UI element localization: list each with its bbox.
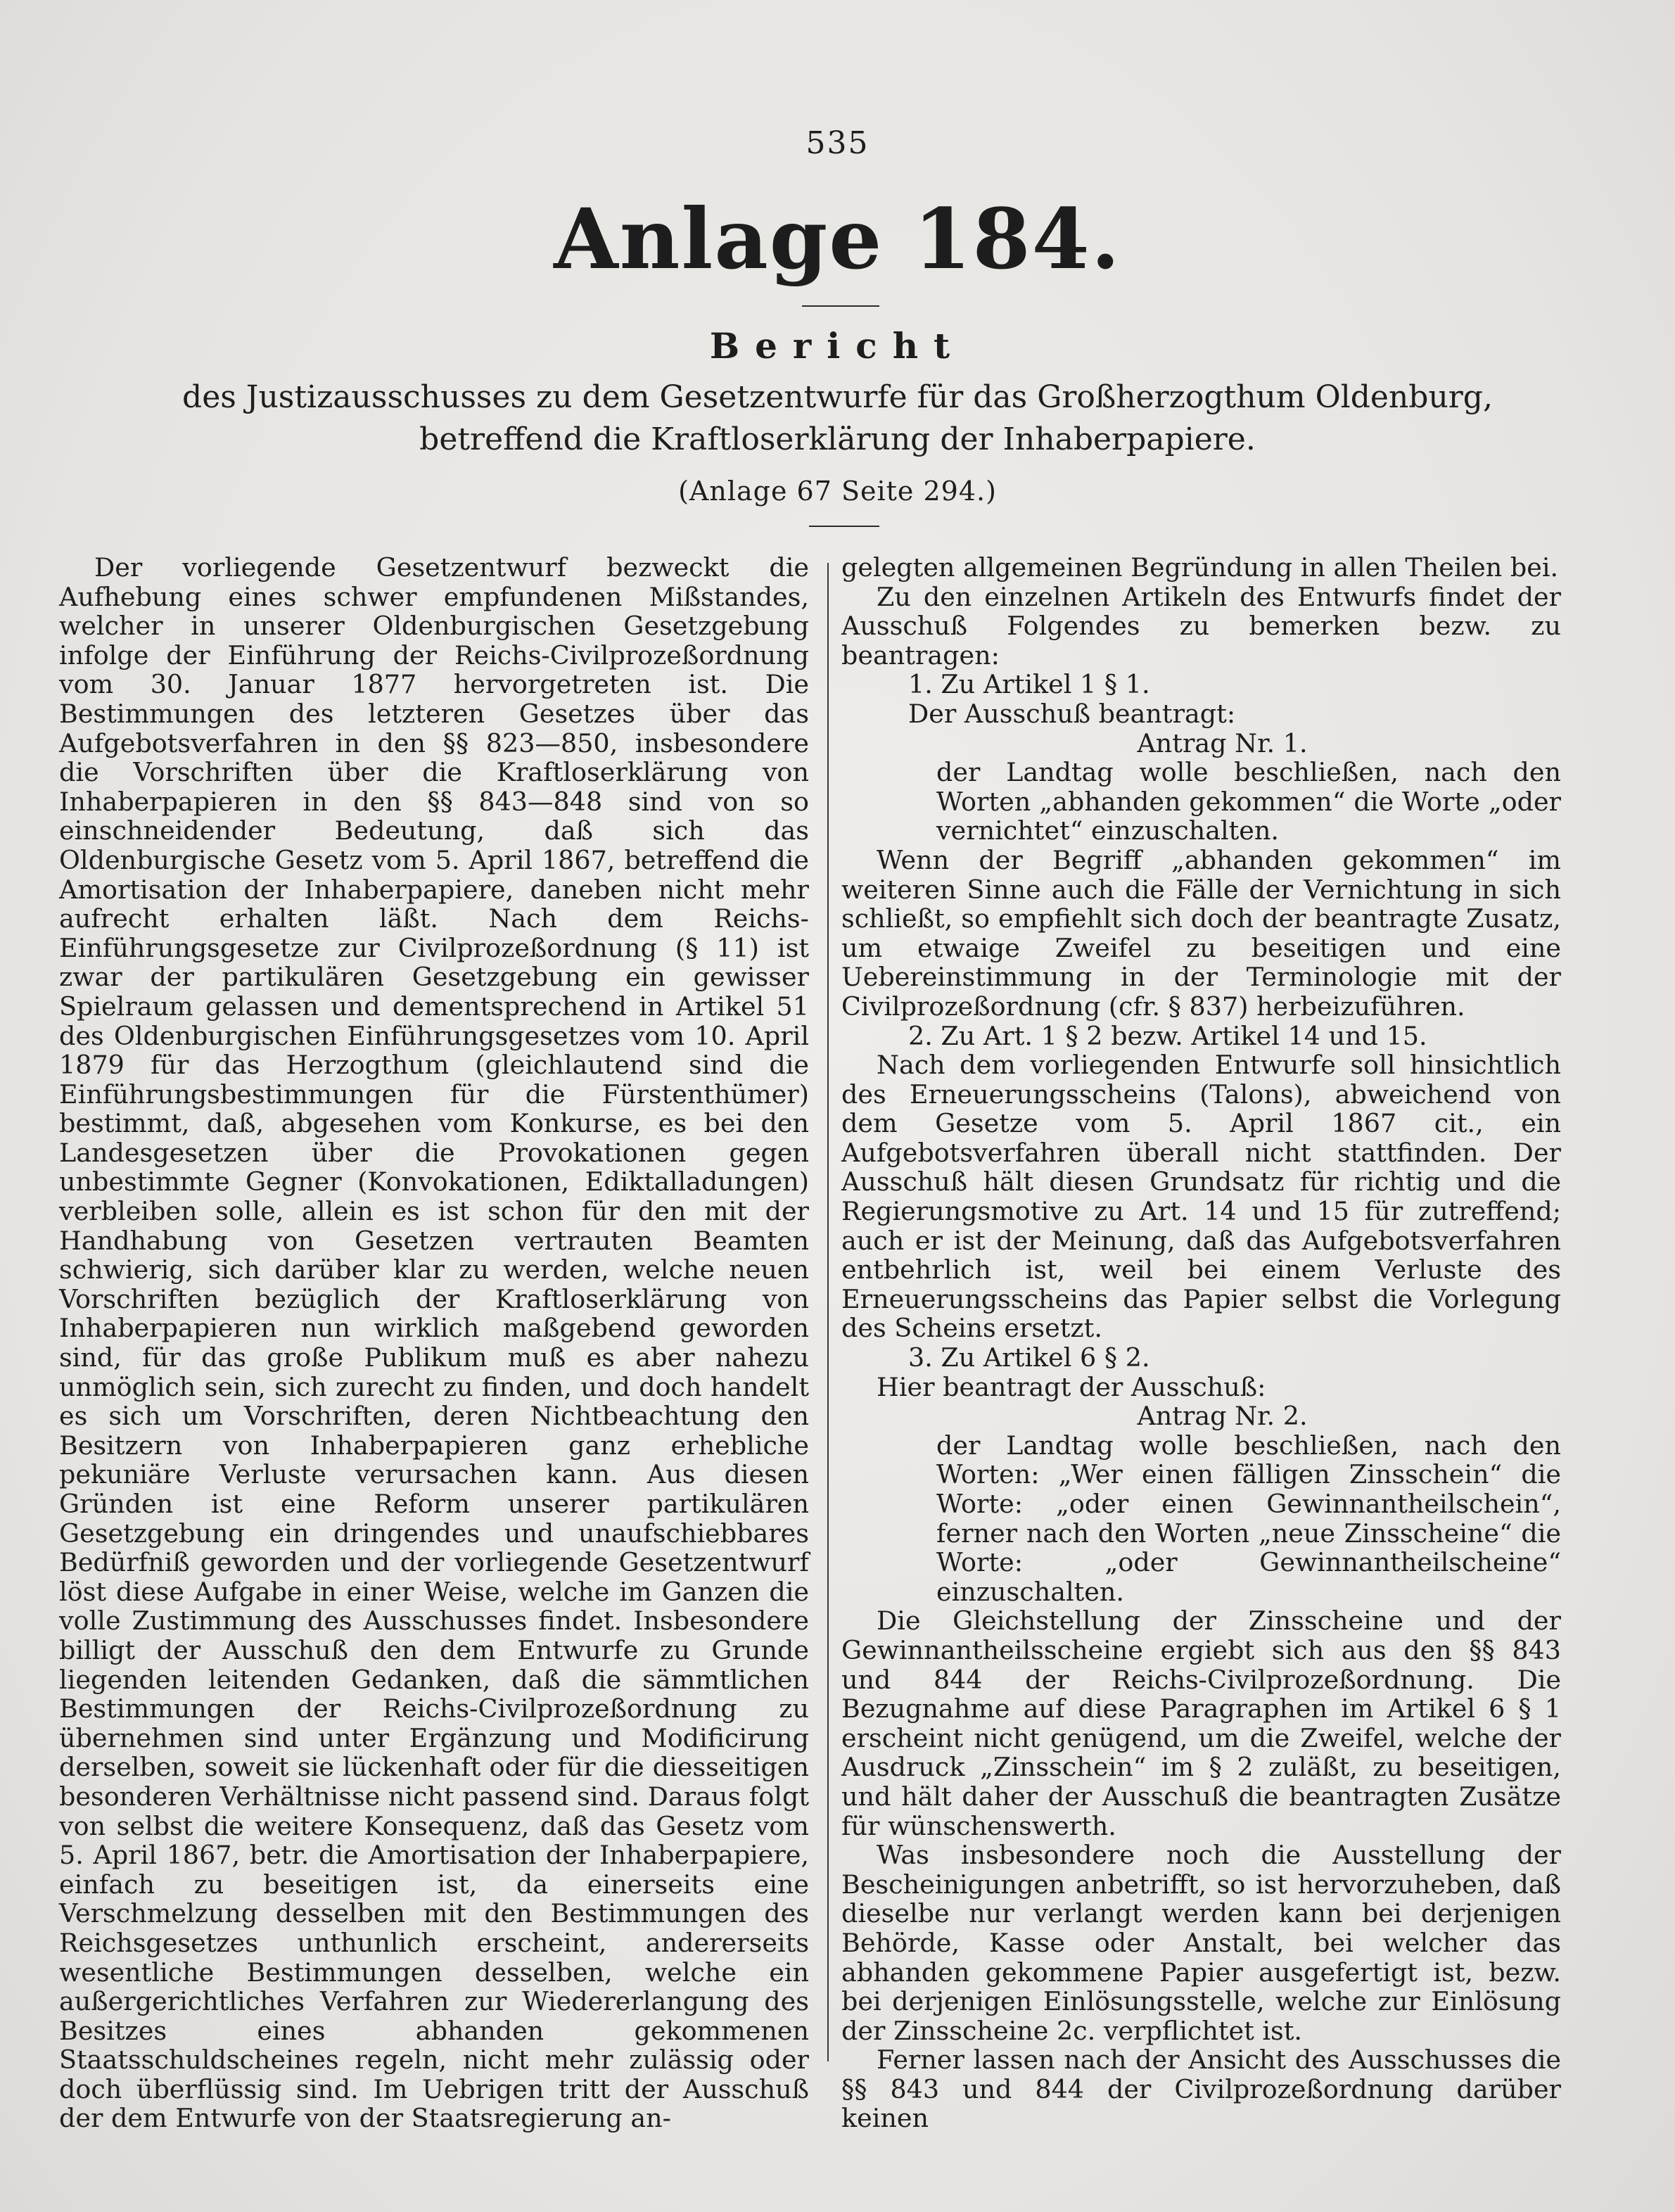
page-title: Anlage 184.	[554, 190, 1121, 288]
right-paragraph: 1. Zu Artikel 1 § 1.	[908, 669, 1150, 700]
right-paragraph: Hier beantragt der Ausschuß:	[877, 1371, 1266, 1402]
right-paragraph: Die Gleichstellung der Zinsscheine und der Gewinnantheilsscheine ergiebt sich aus den §§ 843 und 844 der Reichs-Civilprozeßordnung. Die Bezugnahme auf diese Paragraphen im Artikel 6 § 1 erscheint nicht genügend, um die Zweifel, welche der Ausdruck „Zinsschein“ im § 2 zuläßt, zu beseitigen, und hält daher der Ausschuß die beantragten Zusätze für wünschenswerth.	[841, 1606, 1561, 1841]
column-divider	[827, 563, 829, 2061]
right-paragraph: Der Ausschuß beantragt:	[908, 698, 1236, 729]
right-paragraph: Ferner lassen nach der Ansicht des Ausschusses die §§ 843 und 844 der Civilprozeßordnung darüber keinen	[841, 2045, 1561, 2134]
right-paragraph: der Landtag wolle beschließen, nach den Worten „abhanden gekommen“ die Worte „oder vernichtet“ einzuschalten.	[936, 757, 1561, 846]
report-heading: Bericht	[709, 325, 966, 367]
page-number: 535	[805, 125, 870, 161]
left-paragraph: Der vorliegende Gesetzentwurf bezweckt die Aufhebung eines schwer empfundenen Mißstandes, welcher in unserer Oldenburgischen Gesetzgebung infolge der Einführung der Reichs-Civilprozeßordnung vom 30. Januar 1877 hervorgetreten ist. Die Bestimmungen des letzteren Gesetzes über das Aufgebotsverfahren in den §§ 823—850, insbesondere die Vorschriften über die Kraftloserklärung von Inhaberpapieren in den §§ 843—848 sind von so einschneidender Bedeutung, daß sich das Oldenburgische Gesetz vom 5. April 1867, betreffend die Amortisation der Inhaberpapiere, daneben nicht mehr aufrecht erhalten läßt. Nach dem Reichs-Einführungsgesetze zur Civilprozeßordnung (§ 11) ist zwar der partikulären Gesetzgebung ein gewisser Spielraum gelassen und dementsprechend in Artikel 51 des Oldenburgischen Einführungsgesetzes vom 10. April 1879 für das Herzogthum (gleichlautend sind die Einführungsbestimmungen für die Fürstenthümer) bestimmt, daß, abgesehen vom Konkurse, es bei den Landesgesetzen über die Provokationen gegen unbestimmte Gegner (Konvokationen, Ediktalladungen) verbleiben solle, allein es ist schon für den mit der Handhabung von Gesetzen vertrauten Beamten schwierig, sich darüber klar zu werden, welche neuen Vorschriften bezüglich der Kraftloserklärung von Inhaberpapieren nun wirklich maßgebend geworden sind, für das große Publikum muß es aber nahezu unmöglich sein, sich zurecht zu finden, und doch handelt es sich um Vorschriften, deren Nichtbeachtung den Besitzern von Inhaberpapieren ganz erhebliche pekuniäre Verluste verursachen kann. Aus diesen Gründen ist eine Reform unserer partikulären Gesetzgebung ein dringendes und unaufschiebbares Bedürfniß geworden und der vorliegende Gesetzentwurf löst diese Aufgabe in einer Weise, welche im Ganzen die volle Zustimmung des Ausschusses findet. Insbesondere billigt der Ausschuß den dem Entwurfe zu Grunde liegenden leitenden Gedanken, daß die sämmtlichen Bestimmungen der Reichs-Civilprozeßordnung zu übernehmen sind unter Ergänzung und Modificirung derselben, soweit sie lückenhaft oder für die diesseitigen besonderen Verhältnisse nicht passend sind. Daraus folgt von selbst die weitere Konsequenz, daß das Gesetz vom 5. April 1867, betr. die Amortisation der Inhaberpapiere, einfach zu beseitigen ist, da einerseits eine Verschmelzung desselben mit den Bestimmungen des Reichsgesetzes unthunlich erscheint, andererseits wesentliche Bestimmungen desselben, welche ein außergerichtliches Verfahren zur Wiedererlangung des Besitzes eines abhanden gekommenen Staatsschuldscheines regeln, nicht mehr zulässig oder doch überflüssig sind. Im Uebrigen tritt der Ausschuß der dem Entwurfe von der Staatsregierung an-	[59, 552, 809, 2134]
right-paragraph: Antrag Nr. 1.	[1137, 727, 1308, 758]
right-paragraph: Nach dem vorliegenden Entwurfe soll hinsichtlich des Erneuerungsscheins (Talons), abweichend von dem Gesetze vom 5. April 1867 cit., ein Aufgebotsverfahren überall nicht stattfinden. Der Ausschuß hält diesen Grundsatz für richtig und die Regierungsmotive zu Art. 14 und 15 für zutreffend; auch er ist der Meinung, daß das Aufgebotsverfahren entbehrlich ist, weil bei einem Verluste des Erneuerungsscheins das Papier selbst die Vorlegung des Scheins ersetzt.	[841, 1050, 1561, 1344]
right-paragraph: 2. Zu Art. 1 § 2 bezw. Artikel 14 und 15.	[908, 1020, 1427, 1051]
right-column	[841, 553, 1561, 2133]
header-rule	[809, 526, 879, 527]
report-subtitle: des Justizausschusses zu dem Gesetzentwurfe für das Großherzogthum Oldenburg, betreffend die Kraftloserklärung der Inhaberpapiere.	[182, 379, 1493, 457]
right-paragraph: Wenn der Begriff „abhanden gekommen“ im weiteren Sinne auch die Fälle der Vernichtung in sich schließt, so empfiehlt sich doch der beantragte Zusatz, um etwaige Zweifel zu beseitigen und eine Uebereinstimmung in der Terminologie mit der Civilprozeßordnung (cfr. § 837) herbeizuführen.	[841, 844, 1561, 1022]
left-column	[59, 553, 809, 2133]
right-paragraph: Was insbesondere noch die Ausstellung der Bescheinigungen anbetrifft, so ist hervorzuheben, daß dieselbe nur verlangt werden kann bei derjenigen Behörde, Kasse oder Anstalt, bei welcher das abhanden gekommene Papier ausgefertigt ist, bezw. bei derjenigen Einlösungsstelle, welche zur Einlösung der Zinsscheine 2c. verpflichtet ist.	[841, 1840, 1561, 2046]
right-paragraph: gelegten allgemeinen Begründung in allen Theilen bei.	[841, 552, 1559, 583]
right-paragraph: der Landtag wolle beschließen, nach den Worten: „Wer einen fälligen Zinsschein“ die Worte: „oder einen Gewinnantheilschein“, ferner nach den Worten „neue Zinsscheine“ die Worte: „oder Gewinnantheilscheine“ einzuschalten.	[936, 1430, 1561, 1607]
title-rule	[802, 305, 879, 307]
right-paragraph: 3. Zu Artikel 6 § 2.	[908, 1342, 1150, 1373]
right-paragraph: Antrag Nr. 2.	[1137, 1401, 1308, 1432]
right-paragraph: Zu den einzelnen Artikeln des Entwurfs findet der Ausschuß Folgendes zu bemerken bezw. zu beantragen:	[841, 581, 1561, 670]
reference-note: (Anlage 67 Seite 294.)	[678, 476, 997, 507]
